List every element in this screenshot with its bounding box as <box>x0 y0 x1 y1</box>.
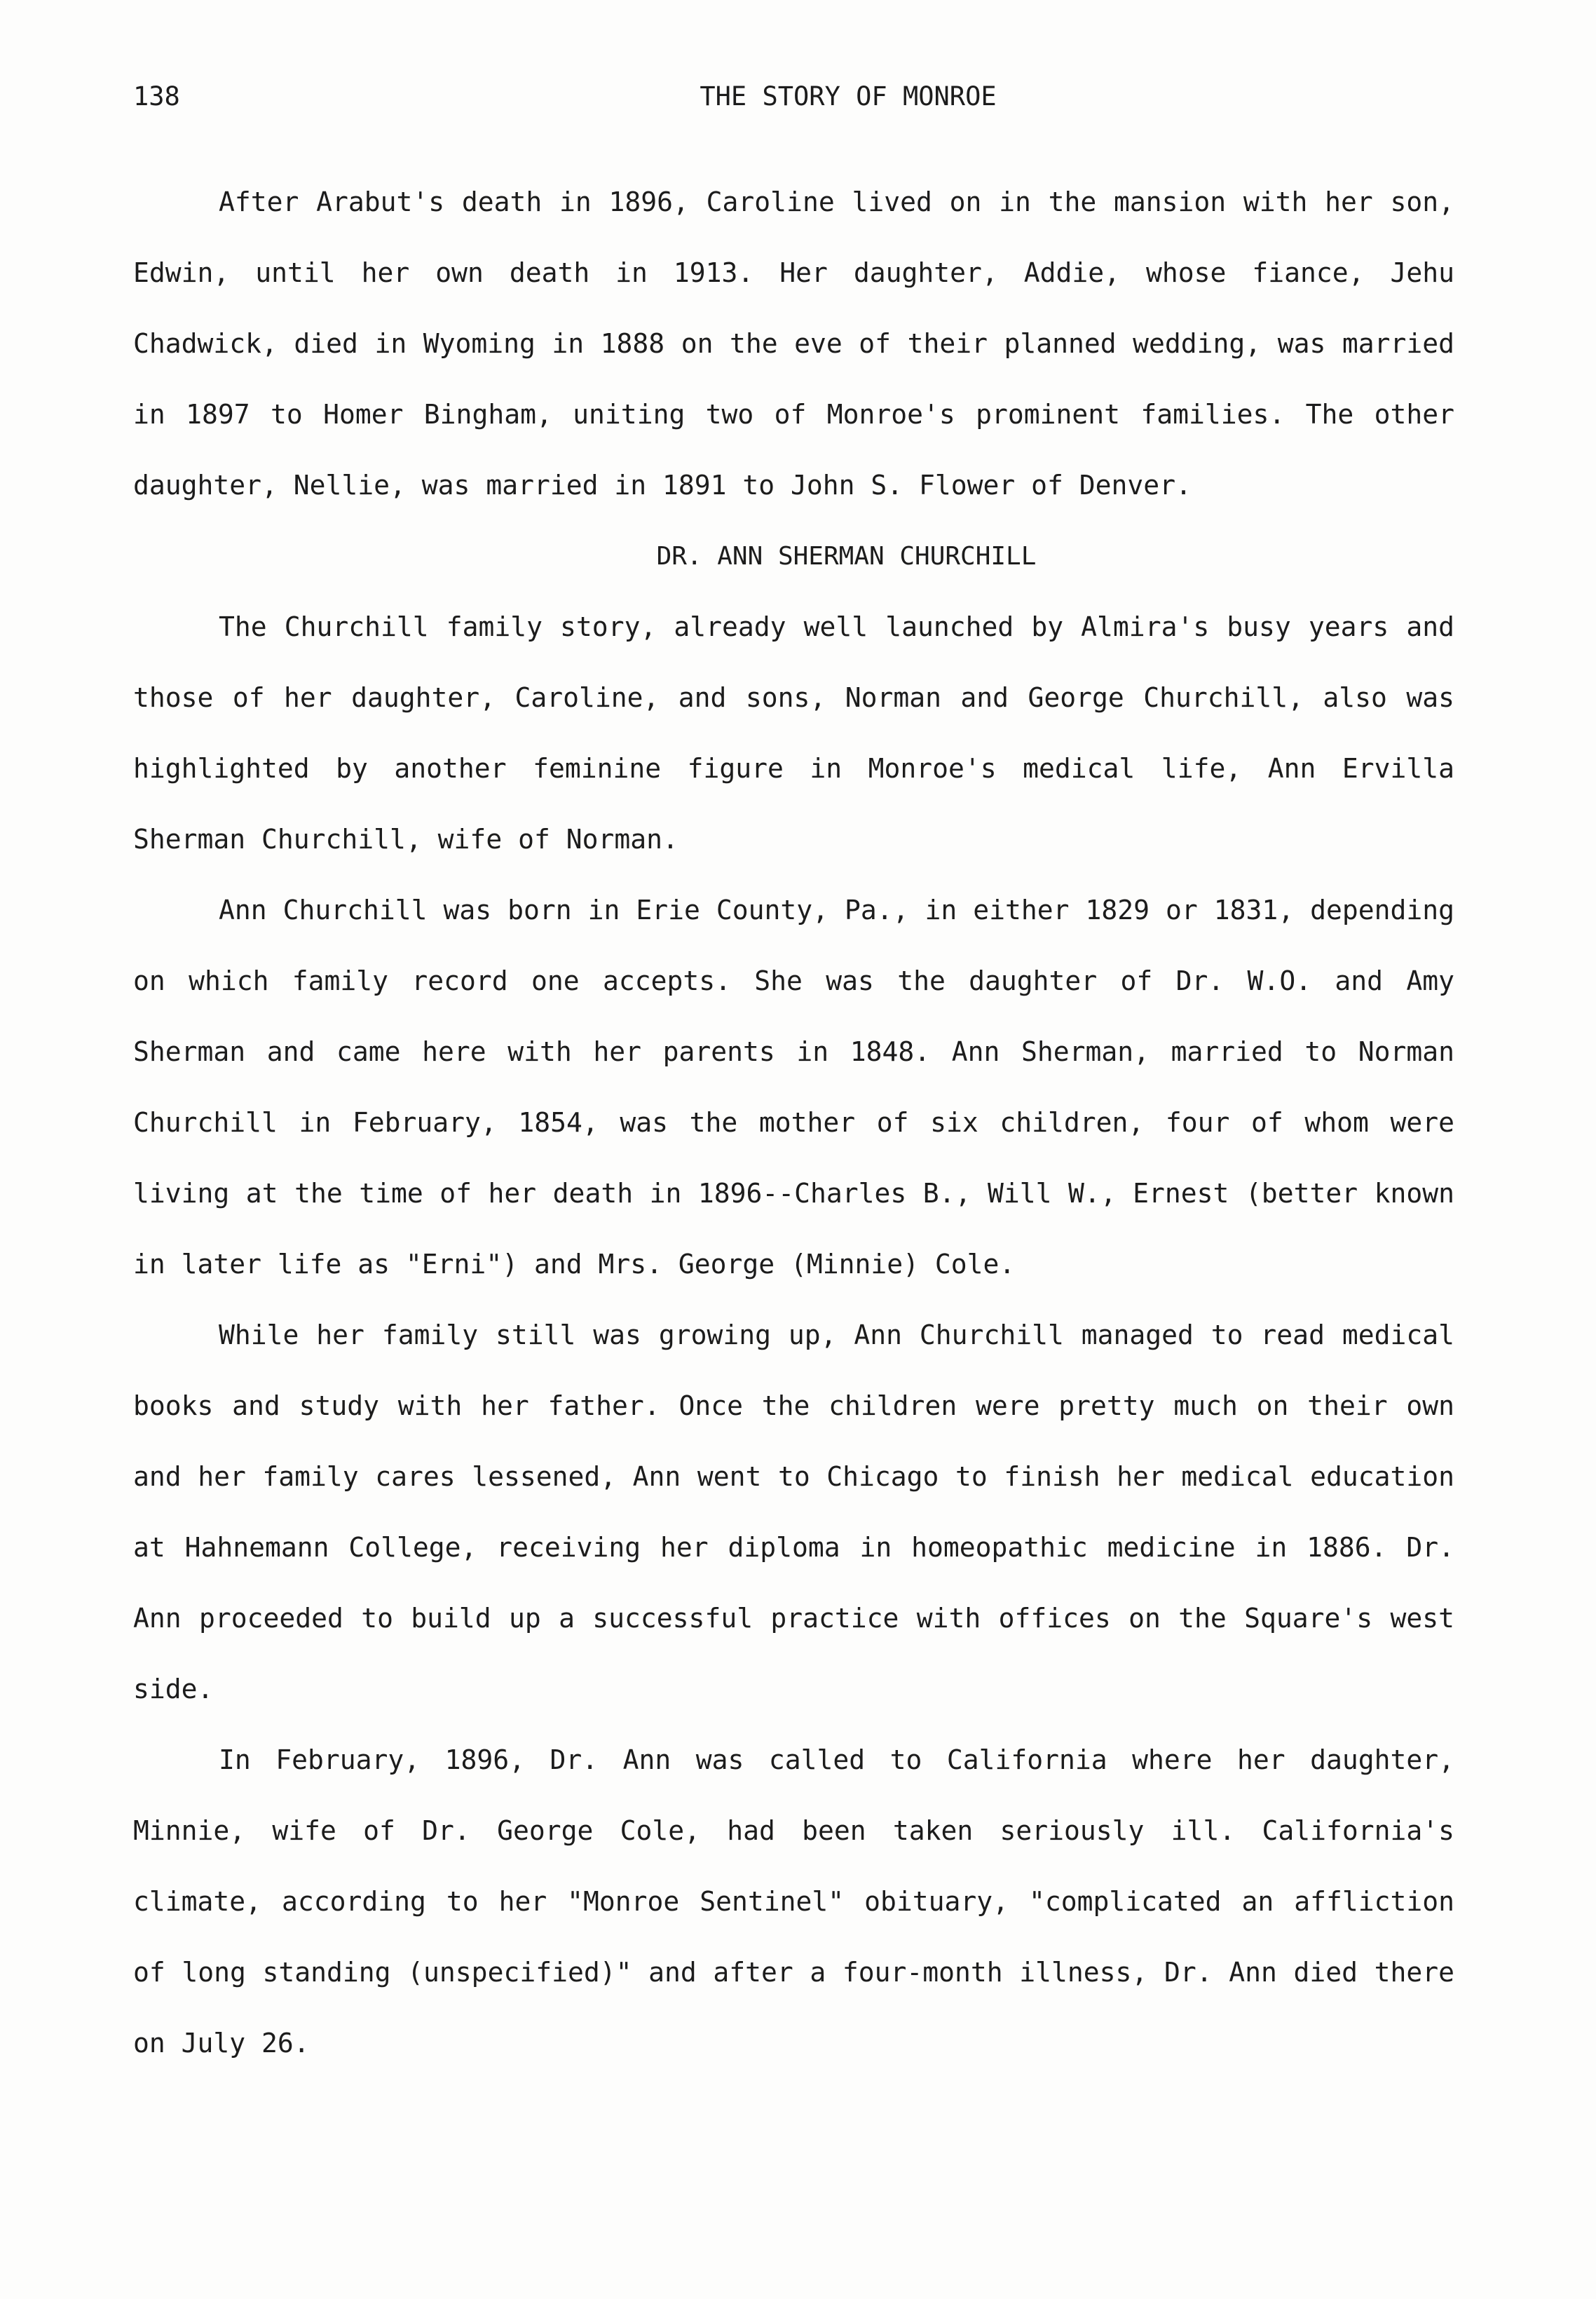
paragraph-ann-birth: Ann Churchill was born in Erie County, Pa., in either 1829 or 1831, depending on which family record one accepts. She was the daughter of Dr. W.O. and Amy Sherman and came here with her parents in 1848. Ann Sherman, married to Norman Churchill in February, 1854, was the mother of six children, four of whom were living at the time of her death in 1896--Charles B., Will W., Ernest (better known in later life as "Erni") and Mrs. George (Minnie) Cole. <box>133 895 1454 1280</box>
paragraph-california: In February, 1896, Dr. Ann was called to California where her daughter, Minnie, wife of Dr. George Cole, had been taken seriously ill. California's climate, according to her "Monroe Sentinel" obituary, "complicated an affliction of long standing (unspecified)" and after a four-month illness, Dr. Ann died there on July 26. <box>133 1744 1454 2059</box>
body-text <box>133 167 1454 2079</box>
running-title: THE STORY OF MONROE <box>700 81 997 111</box>
paragraph-caroline-family: After Arabut's death in 1896, Caroline lived on in the mansion with her son, Edwin, until her own death in 1913. Her daughter, Addie, whose fiance, Jehu Chadwick, died in Wyoming in 1888 on the eve of their planned wedding, was married in 1897 to Homer Bingham, uniting two of Monroe's prominent families. The other daughter, Nellie, was married in 1891 to John S. Flower of Denver. <box>133 187 1454 501</box>
running-head <box>133 76 1458 118</box>
page-number: 138 <box>133 81 180 111</box>
paragraph-medical-education: While her family still was growing up, Ann Churchill managed to read medical books and study with her father. Once the children were pretty much on their own and her family cares lessened, Ann went to Chicago to finish her medical education at Hahnemann College, receiving her diploma in homeopathic medicine in 1886. Dr. Ann proceeded to build up a successful practice with offices on the Square's west side. <box>133 1320 1454 1704</box>
paragraph-churchill-family: The Churchill family story, already well launched by Almira's busy years and those of her daughter, Caroline, and sons, Norman and George Churchill, also was highlighted by another feminine figure in Monroe's medical life, Ann Ervilla Sherman Churchill, wife of Norman. <box>133 611 1454 855</box>
section-heading: DR. ANN SHERMAN CHURCHILL <box>656 542 1037 571</box>
